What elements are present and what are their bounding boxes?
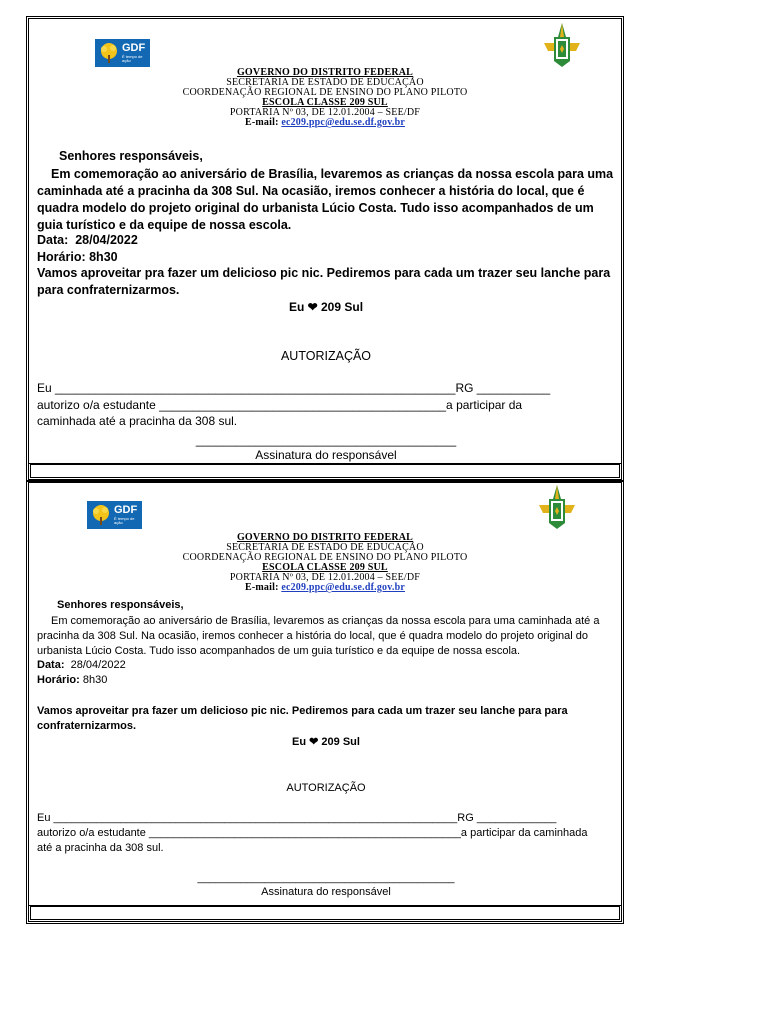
- date-line: [37, 659, 615, 671]
- gdf-logo: [87, 501, 142, 529]
- email-link[interactable]: ec209.ppc@edu.se.df.gov.br: [281, 117, 405, 128]
- regional-coordination: COORDENAÇÃO REGIONAL DE ENSINO DO PLANO PILOTO: [182, 87, 468, 98]
- government-title: GOVERNO DO DISTRITO FEDERAL: [236, 67, 414, 78]
- authorization-student-line: autorizo o/a estudante ___________________________________________________a participar da caminhada: [37, 827, 588, 839]
- ordinance: PORTARIA Nº 03, DE 12.01.2004 – SEE/DF: [229, 107, 421, 118]
- email-label: E-mail: [245, 582, 276, 593]
- signature-label: Assinatura do responsável: [255, 448, 397, 462]
- school-name: ESCOLA CLASSE 209 SUL: [262, 562, 388, 573]
- ordinance: PORTARIA Nº 03, DE 12.01.2004 – SEE/DF: [229, 572, 421, 583]
- date-label: Data:: [37, 659, 65, 671]
- secretariat-title: SECRETARIA DE ESTADO DE EDUCAÇÃO: [226, 77, 424, 88]
- greeting: Senhores responsáveis,: [59, 149, 203, 163]
- gdf-logo: [95, 39, 150, 67]
- time-value: 8h30: [89, 250, 118, 264]
- authorization-guardian-line: Eu ____________________________________________________________RG ___________: [37, 381, 551, 395]
- authorization-destination-line: caminhada até a pracinha da 308 sul.: [37, 414, 238, 428]
- footer-strip: [29, 905, 621, 921]
- signature-label: Assinatura do responsável: [261, 886, 391, 898]
- gdf-logo-text: GDF: [114, 504, 138, 516]
- date-line: [37, 233, 615, 247]
- secretariat-title: SECRETARIA DE ESTADO DE EDUCAÇÃO: [226, 542, 424, 553]
- signature-line: __________________________________________: [197, 872, 455, 884]
- gdf-logo-text: GDF: [122, 42, 146, 54]
- time-label: Horário:: [37, 250, 86, 264]
- time-value: 8h30: [82, 674, 108, 686]
- notice-frame-1: [28, 18, 622, 480]
- school-header: GOVERNO DO DISTRITO FEDERAL SECRETARIA DE ESTADO DE EDUCAÇÃO COORDENAÇÃO REGIONAL DE ENSINO DO PLANO PILOTO ESCOLA CLASSE 209 SUL PORTARIA Nº 03, DE 12.01.2004 – SEE/DF E-mail: ec209.ppc@edu.se.df.gov.br: [29, 533, 621, 593]
- regional-coordination: COORDENAÇÃO REGIONAL DE ENSINO DO PLANO PILOTO: [182, 552, 468, 563]
- picnic-note: Vamos aproveitar pra fazer um delicioso pic nic. Pediremos para cada um trazer seu lanche para para confraternizarmos.: [37, 705, 568, 732]
- school-motto: Eu ❤ 209 Sul: [292, 736, 360, 748]
- school-name: ESCOLA CLASSE 209 SUL: [262, 97, 388, 108]
- invitation-body: Em comemoração ao aniversário de Brasília, levaremos as crianças da nossa escola para uma caminhada até a pracinha da 308 Sul. Na ocasião, iremos conhecer a história do local, que é quadra modelo do projeto original do urbanista Lúcio Costa. Tudo isso acompanhados de um guia turístico e da equipe de nossa escola.: [37, 167, 614, 232]
- authorization-destination-line: até a pracinha da 308 sul.: [37, 842, 164, 854]
- email-link[interactable]: ec209.ppc@edu.se.df.gov.br: [281, 582, 405, 593]
- school-motto: Eu ❤ 209 Sul: [288, 300, 364, 314]
- authorization-guardian-line: Eu __________________________________________________________________RG _____________: [37, 812, 557, 824]
- ipe-tree-icon: [98, 42, 120, 64]
- date-label: Data:: [37, 233, 69, 247]
- email-label: E-mail: [245, 117, 276, 128]
- footer-strip: [29, 463, 621, 479]
- ipe-tree-icon: [90, 504, 112, 526]
- authorization-title: AUTORIZAÇÃO: [280, 349, 372, 363]
- time-line: [37, 250, 615, 264]
- time-line: [37, 674, 615, 686]
- df-coat-of-arms-icon: [542, 23, 582, 67]
- gdf-tagline: É tempo de ação: [122, 54, 143, 63]
- authorization-title: AUTORIZAÇÃO: [286, 782, 366, 794]
- invitation-body: Em comemoração ao aniversário de Brasília, levaremos as crianças da nossa escola para uma caminhada até a pracinha da 308 Sul. Na ocasião, iremos conhecer a história do local, que é quadra modelo do projeto original do urbanista Lúcio Costa. Tudo isso acompanhados de um guia turístico e da equipe de nossa escola.: [37, 615, 600, 657]
- time-label: Horário:: [37, 674, 80, 686]
- signature-line: _______________________________________: [195, 433, 457, 447]
- picnic-note: Vamos aproveitar pra fazer um delicioso pic nic. Pediremos para cada um trazer seu lanche para para confraternizarmos.: [37, 266, 611, 297]
- date-value: 28/04/2022: [70, 659, 126, 671]
- gdf-tagline: É tempo de ação: [114, 516, 135, 525]
- government-title: GOVERNO DO DISTRITO FEDERAL: [236, 532, 414, 543]
- school-header: GOVERNO DO DISTRITO FEDERAL SECRETARIA DE ESTADO DE EDUCAÇÃO COORDENAÇÃO REGIONAL DE ENSINO DO PLANO PILOTO ESCOLA CLASSE 209 SUL PORTARIA Nº 03, DE 12.01.2004 – SEE/DF E-mail: ec209.ppc@edu.se.df.gov.br: [29, 68, 621, 128]
- df-coat-of-arms-icon: [537, 485, 577, 529]
- greeting: Senhores responsáveis,: [57, 599, 184, 611]
- notice-frame-2: [28, 482, 622, 922]
- authorization-student-line: autorizo o/a estudante ___________________________________________a participar da: [37, 398, 523, 412]
- date-value: 28/04/2022: [75, 233, 138, 247]
